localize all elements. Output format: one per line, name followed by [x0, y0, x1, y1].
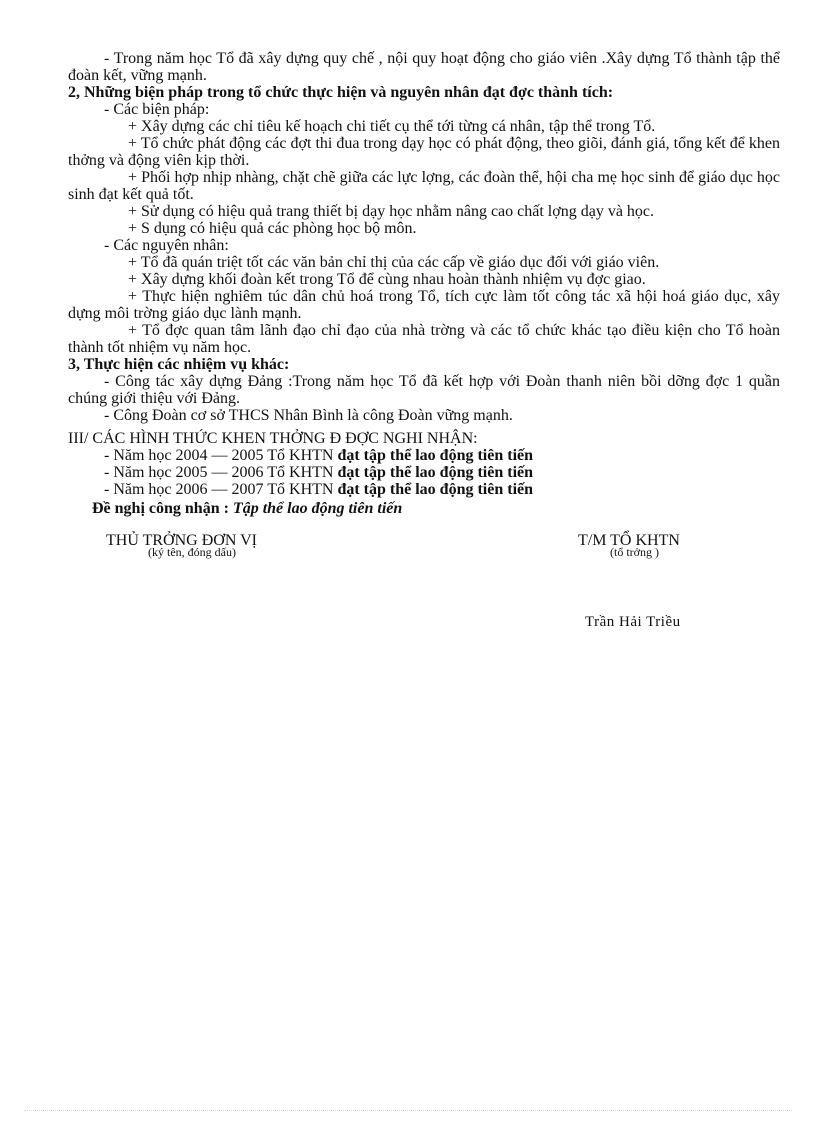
right-signature-title: T/M TỔ KHTN: [578, 532, 680, 549]
measure-item: + Phối hợp nhịp nhàng, chặt chẽ giữa các lực lợng, các đoàn thể, hội cha mẹ học sinh để giáo dục học sinh đạt kết quả tốt.: [68, 169, 780, 203]
other-task-item: - Công Đoàn cơ sở THCS Nhân Bình là công Đoàn vững mạnh.: [104, 407, 513, 424]
proposal-label: Đề nghị công nhận :: [92, 500, 233, 517]
section-heading-2: 2, Những biện pháp trong tổ chức thực hiện và nguyên nhân đạt đợc thành tích:: [68, 84, 614, 101]
right-signature-note: (tổ trởng ): [610, 545, 660, 559]
page-bottom-divider: [24, 1110, 792, 1111]
award-year: - Năm học 2006 — 2007 Tổ KHTN: [104, 481, 338, 498]
award-year: - Năm học 2004 — 2005 Tổ KHTN: [104, 447, 338, 464]
signature-block: [68, 532, 780, 642]
intro-paragraph: - Trong năm học Tổ đã xây dựng quy chế , nội quy hoạt động cho giáo viên .Xây dựng Tổ thành tập thể đoàn kết, vững mạnh.: [68, 50, 780, 84]
measure-item: + S dụng có hiệu quả các phòng học bộ môn.: [128, 220, 417, 237]
left-signature-title: THỦ TRỞNG ĐƠN VỊ: [106, 532, 257, 549]
cause-item: + Tổ đợc quan tâm lãnh đạo chỉ đạo của nhà trờng và các tổ chức khác tạo điều kiện cho Tổ hoàn thành tốt nhiệm vụ năm học.: [68, 322, 780, 356]
award-result: đạt tập thể lao động tiên tiến: [337, 481, 534, 498]
signer-name: Trần Hải Triều: [585, 614, 681, 630]
award-year: - Năm học 2005 — 2006 Tổ KHTN: [104, 464, 338, 481]
measure-item: + Tổ chức phát động các đợt thi đua trong dạy học có phát động, theo giõi, đánh giá, tổng kết để khen thởng và động viên kịp thời.: [68, 135, 780, 169]
measure-item: + Sử dụng có hiệu quả trang thiết bị dạy học nhằm nâng cao chất lợng dạy và học.: [128, 203, 655, 220]
award-result: đạt tập thể lao động tiên tiến: [337, 447, 534, 464]
signature-area: [68, 0, 780, 700]
causes-label: - Các nguyên nhân:: [104, 237, 229, 254]
right-signature: [578, 532, 680, 559]
section-heading-3: 3, Thực hiện các nhiệm vụ khác:: [68, 356, 290, 373]
left-signature-note: (ký tên, đóng dấu): [148, 545, 236, 559]
measure-item: + Xây dựng các chỉ tiêu kế hoạch chi tiết cụ thể tới từng cá nhân, tập thể trong Tổ.: [128, 118, 656, 135]
left-signature: [106, 532, 257, 559]
proposal-value: Tập thể lao động tiên tiến: [232, 500, 403, 517]
cause-item: + Thực hiện nghiêm túc dân chủ hoá trong Tổ, tích cực làm tốt công tác xã hội hoá giáo dục, xây dựng môi trờng giáo dục lành mạnh.: [68, 288, 780, 322]
award-result: đạt tập thể lao động tiên tiến: [337, 464, 534, 481]
cause-item: + Tổ đã quán triệt tốt các văn bản chỉ thị của các cấp về giáo dục đối với giáo viên.: [128, 254, 660, 271]
cause-item: + Xây dựng khối đoàn kết trong Tổ để cùng nhau hoàn thành nhiệm vụ đợc giao.: [128, 271, 646, 288]
measures-label: - Các biện pháp:: [104, 101, 210, 118]
other-task-item: - Công tác xây dựng Đảng :Trong năm học Tổ đã kết hợp với Đoàn thanh niên bồi dỡng đợc 1 quần chúng giới thiệu với Đảng.: [68, 373, 780, 407]
section-heading-III: III/ CÁC HÌNH THỨC KHEN THỞNG Đ ĐỢC NGHI NHẬN:: [68, 430, 478, 447]
